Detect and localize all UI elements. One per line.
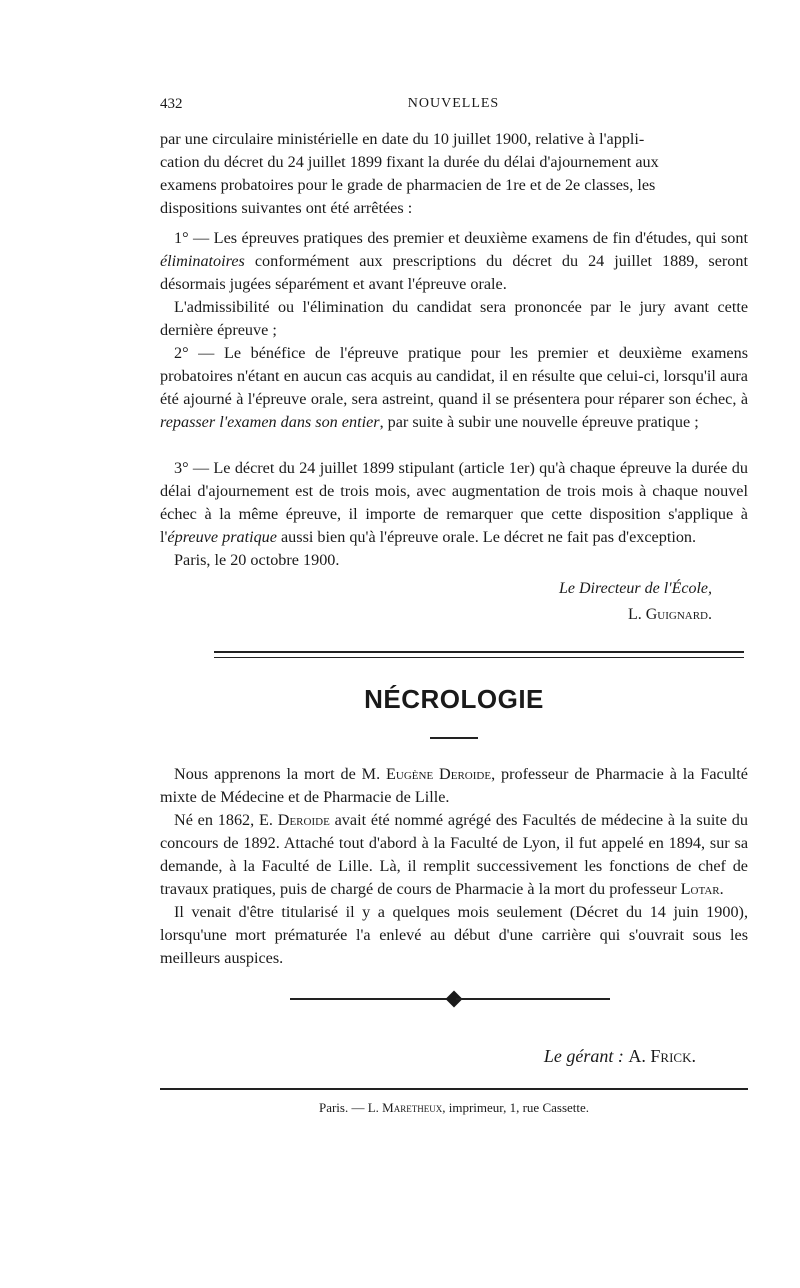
intro-line-4: dispositions suivantes ont été arrêtées : [160, 199, 413, 217]
item-1-paragraph [160, 227, 748, 296]
item-1-emphasis: éliminatoires [160, 252, 245, 270]
section-divider-bottom [214, 657, 744, 658]
intro-line-3: examens probatoires pour le grade de pharmacien de 1re et de 2e classes, les [160, 176, 656, 194]
date-line: Paris, le 20 octobre 1900. [174, 551, 340, 569]
circular-item-1 [160, 227, 748, 342]
item-3-text: 3° — Le décret du 24 juillet 1899 stipulant (article 1er) qu'à chaque épreuve la durée du délai d'ajournement est de trois mois, avec augmentation de trois mois à chaque nouvel échec à la même épreuve, il importe de remarquer que cette disposition s'applique à l' [160, 459, 748, 546]
section-divider-top [214, 651, 744, 653]
gerant-name: A. Frick. [628, 1046, 696, 1066]
p1-text-end: , professeur de Pharmacie à la Faculté mixte de Médecine et de Pharmacie de Lille. [160, 765, 748, 806]
item-1-text-end: conformément aux prescriptions du décret du 24 juillet 1889, seront désormais jugées séparément et avant l'épreuve orale. [160, 252, 748, 293]
necrology-body [160, 763, 748, 970]
item-3-paragraph [160, 457, 748, 549]
item-1-text: 1° — Les épreuves pratiques des premier et deuxième examens de fin d'études, qui sont [174, 229, 748, 247]
item-2-text: 2° — Le bénéfice de l'épreuve pratique pour les premier et deuxième examens probatoires n'étant en aucun cas acquis au candidat, il en résulte que celui-ci, lorsqu'il aura été ajourné à l'épreuve orale, sera astreint, quand il se présentera pour réparer son échec, à [160, 344, 748, 408]
necrology-paragraph-1 [160, 763, 748, 809]
signature-title [160, 576, 712, 602]
item-3-emphasis: épreuve pratique [167, 528, 277, 546]
ornament-line-right [456, 998, 610, 1000]
circular-item-2 [160, 342, 748, 434]
intro-line-1: par une circulaire ministérielle en date du 10 juillet 1900, relative à l'appli- [160, 130, 645, 148]
imprint-text-end: , imprimeur, 1, rue Cassette. [442, 1100, 590, 1115]
page-number: 432 [160, 96, 183, 112]
signature-name: L. Guignard. [627, 606, 712, 623]
page-header [160, 96, 747, 118]
circular-intro [160, 128, 748, 220]
necrology-title: NÉCROLOGIE [364, 684, 544, 714]
ornament-line-left [290, 998, 452, 1000]
item-2-paragraph [160, 342, 748, 434]
professor-name: Lotar [680, 880, 720, 898]
footer-rule [160, 1088, 748, 1090]
running-title: NOUVELLES [407, 96, 500, 111]
title-underline [430, 737, 478, 739]
signature-block [160, 576, 712, 628]
intro-line-2: cation du décret du 24 juillet 1899 fixant la durée du délai d'ajournement aux [160, 153, 659, 171]
gerant-label: Le gérant : [543, 1046, 624, 1066]
person-surname: Deroide [277, 811, 330, 829]
gerant-line [160, 1046, 696, 1067]
signature-title-text: Le Directeur de l'École, [559, 580, 712, 597]
p2-text-end: . [719, 880, 724, 898]
item-1-second-paragraph: L'admissibilité ou l'élimination du candidat sera prononcée par le jury avant cette dernière épreuve ; [160, 298, 748, 339]
person-name: Eugène Deroide [386, 765, 492, 783]
item-2-text-end: , par suite à subir une nouvelle épreuve pratique ; [379, 413, 699, 431]
p2-text-middle: avait été nommé agrégé des Facultés de médecine à la suite du concours de 1892. Attaché tout d'abord à la Faculté de Lyon, il fut appelé en 1894, sur sa demande, à la Faculté de Lille. Là, il remplit successivement les fonctions de chef de travaux pratiques, puis de chargé de cours de Pharmacie à la mort du professeur [160, 811, 748, 898]
imprint-text: Paris. — L. [318, 1100, 383, 1115]
necrology-paragraph-3: Il venait d'être titularisé il y a quelques mois seulement (Décret du 14 juin 1900), lorsqu'une mort prématurée l'a enlevé au début d'une carrière qui s'ouvrait sous les meilleurs auspices. [160, 903, 748, 967]
p2-text: Né en 1862, E. [174, 811, 278, 829]
printer-imprint [160, 1100, 748, 1116]
item-2-emphasis: repasser l'examen dans son entier [160, 413, 380, 431]
intro-line [160, 128, 748, 220]
printer-name: Maretheux [382, 1100, 443, 1115]
circular-item-3 [160, 457, 748, 572]
p1-text: Nous apprenons la mort de M. [174, 765, 387, 783]
necrology-paragraph-2 [160, 809, 748, 901]
item-3-text-end: aussi bien qu'à l'épreuve orale. Le décret ne fait pas d'exception. [276, 528, 697, 546]
